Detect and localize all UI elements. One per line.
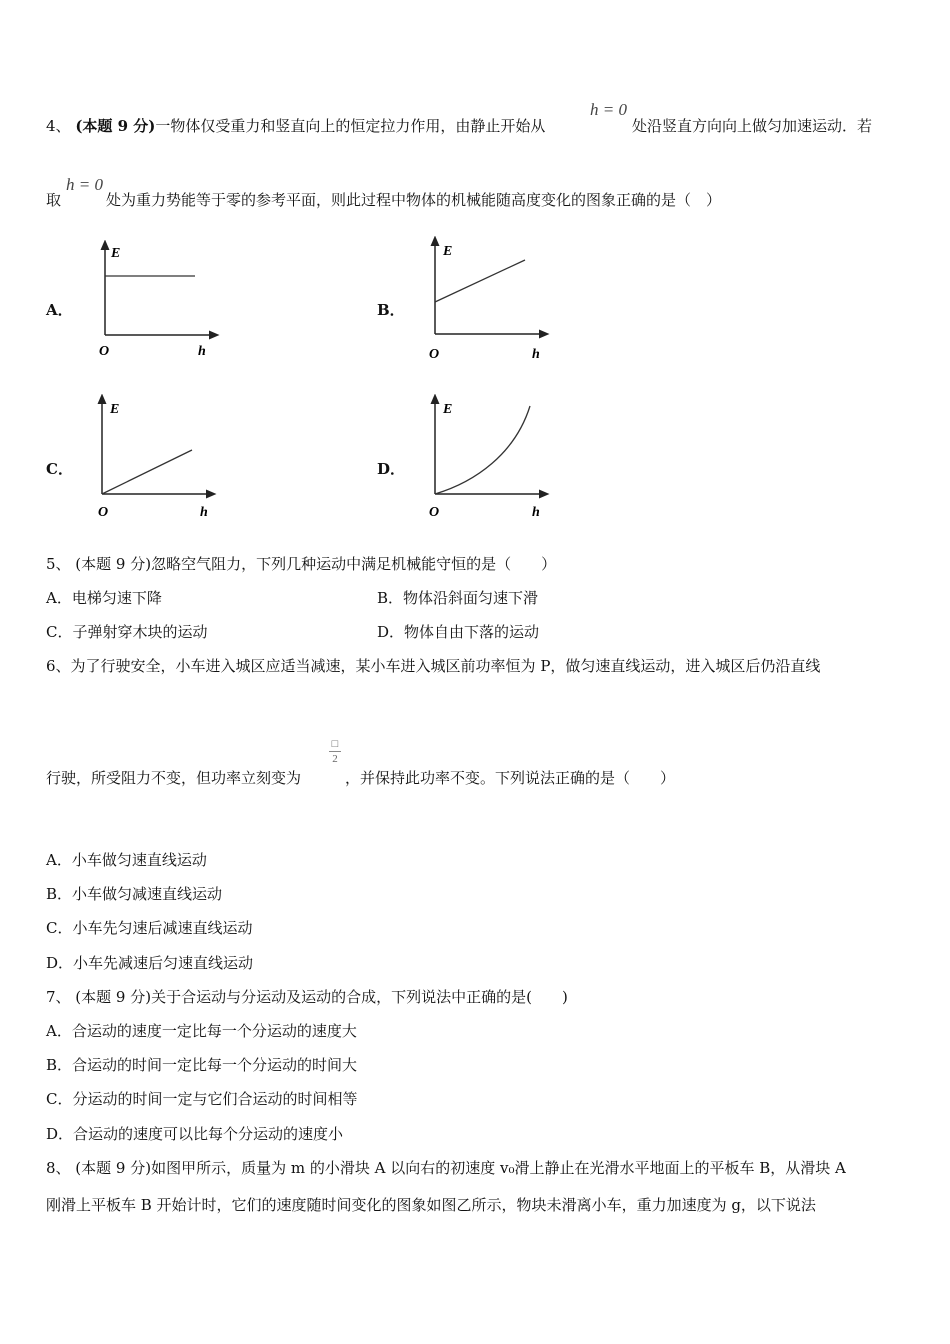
q5-option-d[interactable]: D．物体自由下落的运动 bbox=[377, 623, 540, 641]
axis-label-e: E bbox=[111, 246, 121, 261]
q7-stem: 7、 (本题 9 分)关于合运动与分运动及运动的合成，下列说法中正确的是( ) bbox=[46, 988, 568, 1006]
origin-label: O bbox=[99, 344, 110, 359]
energy-curve bbox=[102, 450, 192, 494]
axis-label-h: h bbox=[532, 505, 540, 520]
axis-label-e: E bbox=[443, 402, 453, 417]
q4-line2-suffix: 处为重力势能等于零的参考平面，则此过程中物体的机械能随高度变化的图象正确的是（ ） bbox=[106, 191, 722, 209]
fraction-numerator: □ bbox=[331, 738, 339, 750]
q6-line1: 6、为了行驶安全，小车进入城区应适当减速，某小车进入城区前功率恒为 P，做匀速直线运动，进入城区后仍沿直线 bbox=[46, 657, 821, 675]
q7-option-c[interactable]: C．分运动的时间一定与它们合运动的时间相等 bbox=[46, 1090, 358, 1108]
q4-number: 4、 bbox=[46, 117, 76, 135]
axis-label-e: E bbox=[443, 244, 453, 259]
q6-option-c[interactable]: C．小车先匀速后减速直线运动 bbox=[46, 919, 253, 937]
q4-line1 bbox=[46, 116, 545, 136]
fraction-bar bbox=[329, 751, 341, 752]
q4-option-c-label[interactable]: C． bbox=[46, 460, 73, 478]
axis-label-e: E bbox=[110, 402, 120, 417]
q6-line2-part1: 行驶，所受阻力不变，但功率立刻变为 bbox=[46, 769, 302, 787]
q4-graph-b bbox=[425, 236, 550, 366]
q8-line2: 刚滑上平板车 B 开始计时，它们的速度随时间变化的图象如图乙所示，物块未滑离小车，重力加速度为 g，以下说法 bbox=[46, 1196, 816, 1214]
q8-line1: 8、 (本题 9 分)如图甲所示，质量为 m 的小滑块 A 以向右的初速度 v₀滑上静止在光滑水平地面上的平板车 B，从滑块 A bbox=[46, 1159, 846, 1177]
q6-option-a[interactable]: A．小车做匀速直线运动 bbox=[46, 851, 207, 869]
q6-option-d[interactable]: D．小车先减速后匀速直线运动 bbox=[46, 954, 254, 972]
q4-score: (本题 9 分) bbox=[75, 117, 156, 135]
axis-label-h: h bbox=[532, 347, 540, 362]
q4-graph-c bbox=[92, 394, 217, 524]
q5-stem: 5、 (本题 9 分)忽略空气阻力，下列几种运动中满足机械能守恒的是（ ） bbox=[46, 555, 557, 573]
q6-power-fraction bbox=[329, 738, 341, 765]
q4-option-d-label[interactable]: D． bbox=[377, 460, 406, 478]
origin-label: O bbox=[429, 347, 440, 362]
q4-math-h0-second: h = 0 bbox=[66, 175, 103, 194]
q5-option-c[interactable]: C．子弹射穿木块的运动 bbox=[46, 623, 208, 641]
axis-label-h: h bbox=[198, 344, 206, 359]
energy-curve bbox=[435, 406, 530, 494]
q4-line1-suffix: 处沿竖直方向向上做匀加速运动．若 bbox=[632, 117, 873, 135]
energy-curve bbox=[435, 260, 525, 302]
q4-option-a-label[interactable]: A． bbox=[46, 301, 73, 319]
q4-graph-d bbox=[425, 394, 550, 524]
q5-option-a[interactable]: A．电梯匀速下降 bbox=[46, 589, 162, 607]
q4-math-h0-first: h = 0 bbox=[590, 100, 627, 119]
axis-label-h: h bbox=[200, 505, 208, 520]
q6-line2-part2: ，并保持此功率不变。下列说法正确的是（ ） bbox=[345, 769, 676, 787]
fraction-denominator: 2 bbox=[332, 753, 338, 765]
origin-label: O bbox=[98, 505, 109, 520]
origin-label: O bbox=[429, 505, 440, 520]
q4-option-b-label[interactable]: B． bbox=[377, 301, 405, 319]
q4-graph-a bbox=[95, 240, 220, 365]
q4-line2-prefix: 取 bbox=[46, 191, 62, 209]
q7-option-b[interactable]: B．合运动的时间一定比每一个分运动的时间大 bbox=[46, 1056, 358, 1074]
q7-option-d[interactable]: D．合运动的速度可以比每个分运动的速度小 bbox=[46, 1125, 344, 1143]
q6-option-b[interactable]: B．小车做匀减速直线运动 bbox=[46, 885, 223, 903]
q5-option-b[interactable]: B．物体沿斜面匀速下滑 bbox=[377, 589, 539, 607]
q7-option-a[interactable]: A．合运动的速度一定比每一个分运动的速度大 bbox=[46, 1022, 357, 1040]
q4-stem-part1: 一物体仅受重力和竖直向上的恒定拉力作用，由静止开始从 bbox=[155, 117, 546, 135]
